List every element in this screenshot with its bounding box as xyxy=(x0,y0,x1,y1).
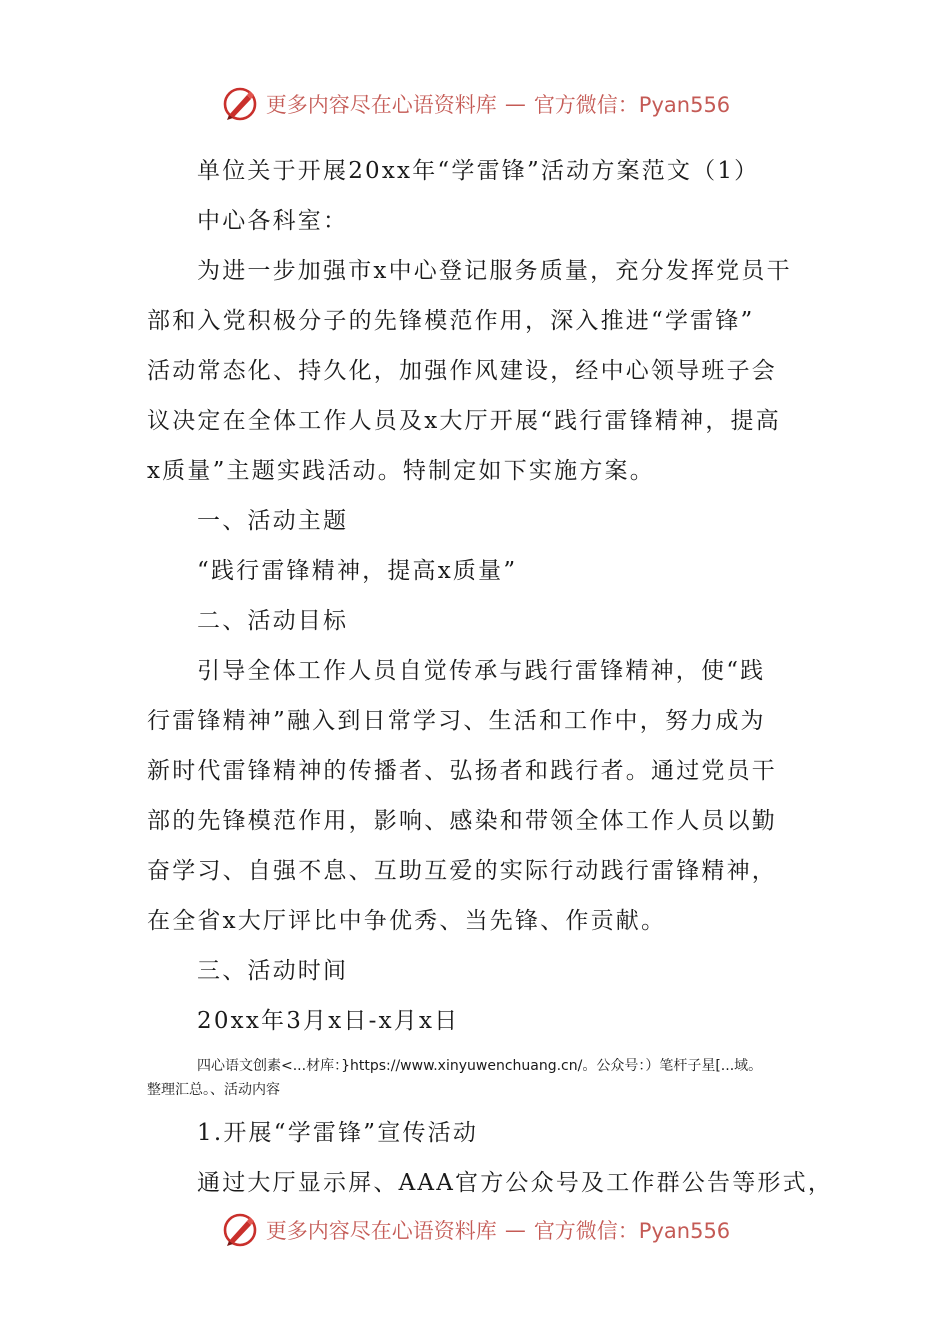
banner-inner xyxy=(220,1210,730,1250)
paragraph-line: 在全省x大厅评比中争优秀、当先锋、作贡献。 xyxy=(147,908,667,934)
banner-inner xyxy=(220,84,730,124)
paragraph-line: 通过大厅显示屏、AAA官方公众号及工作群公告等形式， xyxy=(197,1170,834,1196)
pen-logo-icon xyxy=(220,1210,260,1250)
section-heading: 一、活动主题 xyxy=(197,508,349,534)
header-banner xyxy=(0,82,950,126)
section-heading: 二、活动目标 xyxy=(197,608,349,634)
paragraph-line: 新时代雷锋精神的传播者、弘扬者和践行者。通过党员干 xyxy=(147,758,777,784)
paragraph-line: 为进一步加强市x中心登记服务质量，充分发挥党员干 xyxy=(197,258,792,284)
watermark-notice xyxy=(147,1054,807,1102)
notice-line: 四心语文创素<...材库：}https://www.xinyuwenchuang.cn/。公众号：）笔杆子星[...域。 xyxy=(197,1058,763,1074)
paragraph-line: 20xx年3月x日-x月x日 xyxy=(197,1008,460,1034)
document-title: 单位关于开展20xx年“学雷锋”活动方案范文（1） xyxy=(197,158,760,184)
banner-wechat: 官方微信：Pyan556 xyxy=(533,93,731,117)
banner-dash: — xyxy=(504,1218,526,1242)
paragraph-line: x质量”主题实践活动。特制定如下实施方案。 xyxy=(147,458,655,484)
banner-slogan: 更多内容尽在心语资料库 xyxy=(265,1219,497,1243)
banner-wechat: 官方微信：Pyan556 xyxy=(533,1219,731,1243)
salutation: 中心各科室： xyxy=(197,208,349,234)
subsection-heading: 1.开展“学雷锋”宣传活动 xyxy=(197,1120,479,1146)
paragraph-line: 部的先锋模范作用，影响、感染和带领全体工作人员以勤 xyxy=(147,808,777,834)
section-heading: 三、活动时间 xyxy=(197,958,349,984)
paragraph-line: 行雷锋精神”融入到日常学习、生活和工作中，努力成为 xyxy=(147,708,766,734)
document-body xyxy=(147,146,834,1208)
footer-banner xyxy=(0,1208,950,1252)
banner-slogan: 更多内容尽在心语资料库 xyxy=(265,93,497,117)
paragraph-line: 议决定在全体工作人员及x大厅开展“践行雷锋精神，提高 xyxy=(147,408,781,434)
banner-dash: — xyxy=(504,92,526,116)
paragraph-line: 部和入党积极分子的先锋模范作用，深入推进“学雷锋” xyxy=(147,308,755,334)
paragraph-line: 活动常态化、持久化，加强作风建设，经中心领导班子会 xyxy=(147,358,777,384)
paragraph-line: 引导全体工作人员自觉传承与践行雷锋精神，使“践 xyxy=(197,658,766,684)
pen-logo-icon xyxy=(220,84,260,124)
notice-line: 整理汇总。、活动内容 xyxy=(147,1082,280,1098)
paragraph-line: 奋学习、自强不息、互助互爱的实际行动践行雷锋精神， xyxy=(147,858,777,884)
paragraph-line: “践行雷锋精神，提高x质量” xyxy=(197,558,518,584)
